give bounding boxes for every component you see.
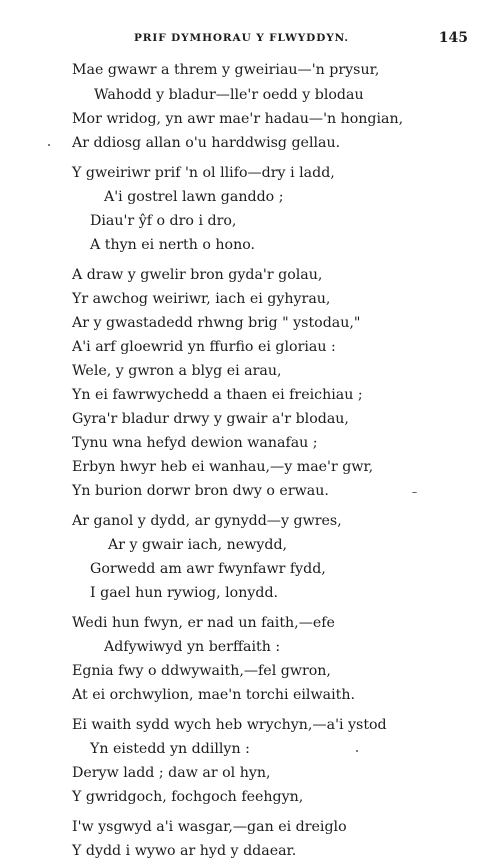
verse-line: Y gwridgoch, fochgoch feehgyn, — [72, 789, 304, 805]
paper-speck — [412, 492, 417, 493]
verse-line: A'i gostrel lawn ganddo ; — [104, 189, 284, 205]
verse-line: Ar ddiosg allan o'u harddwisg gellau. — [72, 135, 341, 151]
verse-line: A'i arf gloewrid yn ffurfio ei gloriau : — [72, 339, 336, 355]
verse-line: A draw y gwelir bron gyda'r golau, — [72, 267, 323, 283]
verse-line: Ei waith sydd wych heb wrychyn,—a'i ystod — [72, 717, 387, 733]
verse-line: Ar ganol y dydd, ar gynydd—y gwres, — [72, 513, 342, 529]
verse-line: Deryw ladd ; daw ar ol hyn, — [72, 765, 271, 781]
verse-line: Ar y gwastadedd rhwng brig " ystodau," — [72, 315, 361, 331]
page-number: 145 — [438, 30, 468, 46]
verse-line: Adfywiwyd yn berffaith : — [104, 639, 281, 655]
verse-line: Y dydd i wywo ar hyd y ddaear. — [72, 843, 297, 859]
verse-line: Mae gwawr a threm y gweiriau—'n prysur, — [72, 62, 380, 78]
verse-line: Erbyn hwyr heb ei wanhau,—y mae'r gwr, — [72, 459, 374, 475]
running-title: PRIF DYMHORAU Y FLWYDDYN. — [134, 32, 349, 44]
verse-line: At ei orchwylion, mae'n torchi eilwaith. — [72, 687, 355, 703]
verse-line: Diau'r ŷf o dro i dro, — [90, 213, 237, 229]
verse-line: A thyn ei nerth o hono. — [90, 237, 256, 253]
verse-line: Wahodd y bladur—lle'r oedd y blodau — [94, 87, 364, 103]
page-header — [0, 30, 486, 50]
verse-line: Tynu wna hefyd dewion wanafau ; — [72, 435, 318, 451]
verse-line: I'w ysgwyd a'i wasgar,—gan ei dreiglo — [72, 819, 347, 835]
verse-line: I gael hun rywiog, lonydd. — [90, 585, 279, 601]
verse-line: Yn burion dorwr bron dwy o erwau. — [72, 483, 329, 499]
verse-line: Mor wridog, yn awr mae'r hadau—'n hongian, — [72, 111, 404, 127]
verse-line: Y gweiriwr prif 'n ol llifo—dry i ladd, — [72, 165, 335, 181]
verse-line: Wedi hun fwyn, er nad un faith,—efe — [72, 615, 335, 631]
verse-line: Gorwedd am awr fwynfawr fydd, — [90, 561, 326, 577]
verse-line: Wele, y gwron a blyg ei arau, — [72, 363, 282, 379]
verse-line: Ar y gwair iach, newydd, — [108, 537, 288, 553]
paper-speck — [356, 750, 358, 752]
verse-line: Yr awchog weiriwr, iach ei gyhyrau, — [72, 291, 331, 307]
verse-line: Gyra'r bladur drwy y gwair a'r blodau, — [72, 411, 349, 427]
verse-line: Yn ei fawrwychedd a thaen ei freichiau ; — [72, 387, 363, 403]
verse-line: Yn eistedd yn ddillyn : — [90, 741, 250, 757]
verse-line: Egnia fwy o ddwywaith,—fel gwron, — [72, 663, 331, 679]
paper-speck — [48, 144, 50, 146]
